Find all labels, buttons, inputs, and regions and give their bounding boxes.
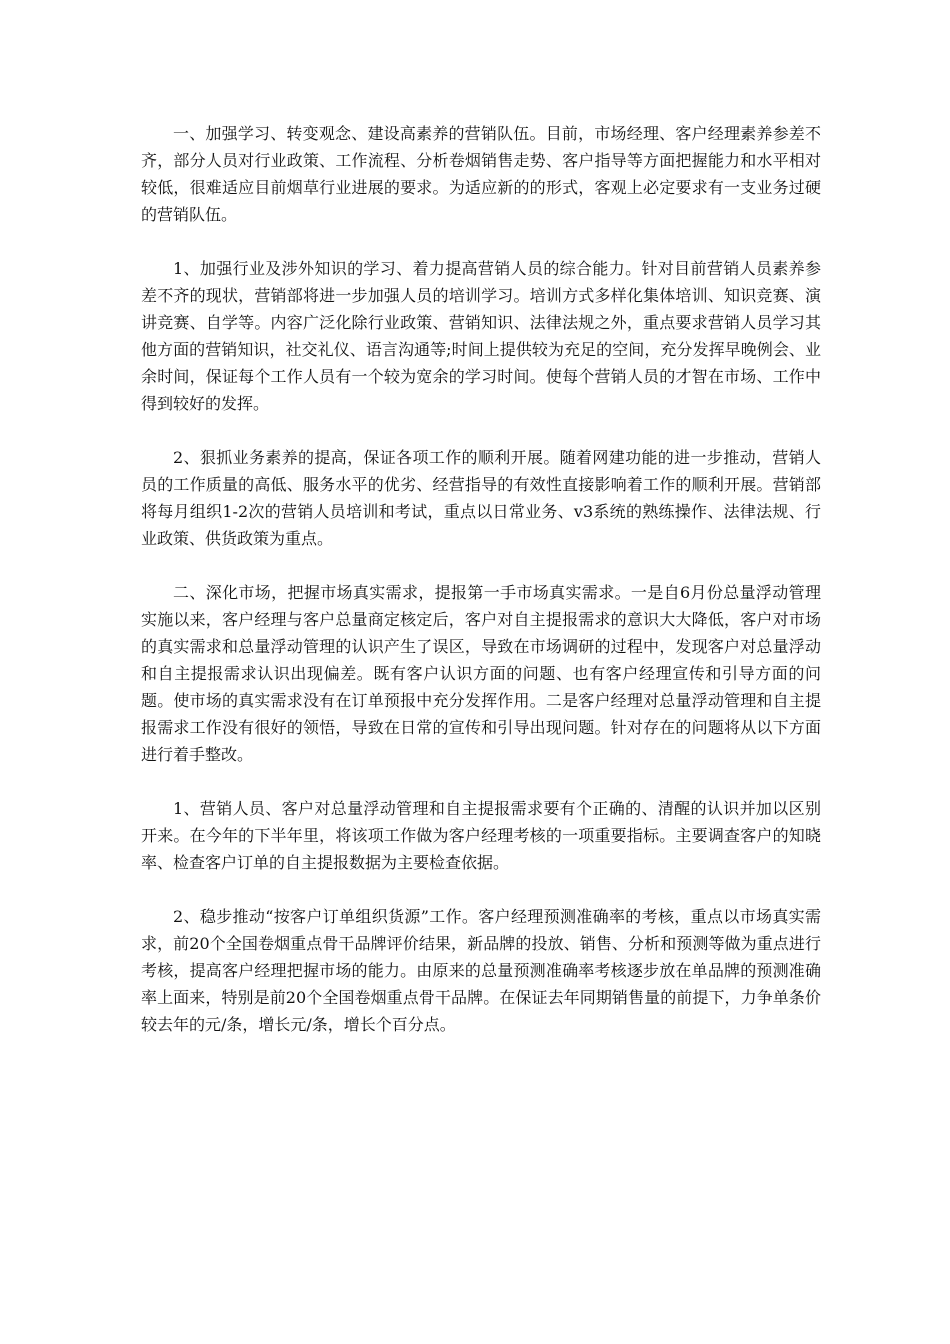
paragraph-order-based-supply: 2、稳步推动“按客户订单组织货源”工作。客户经理预测准确率的考核，重点以市场真实需求，前20个全国卷烟重点骨干品牌评价结果，新品牌的投放、销售、分析和预测等做为重点进行考核，提高客户经理把握市场的能力。由原来的总量预测准确率考核逐步放在单品牌的预测准确率上面来，特别是前20个全国卷烟重点骨干品牌。在保证去年同期销售量的前提下，力争单条价较去年的元/条，增长元/条，增长个百分点。 [141, 907, 821, 1034]
paragraph-team-building: 一、加强学习、转变观念、建设高素养的营销队伍。目前，市场经理、客户经理素养参差不齐，部分人员对行业政策、工作流程、分析卷烟销售走势、客户指导等方面把握能力和水平相对较低，很难适应目前烟草行业进展的要求。为适应新的的形式，客观上必定要求有一支业务过硬的营销队伍。 [141, 124, 821, 224]
paragraph-knowledge-training: 1、加强行业及涉外知识的学习、着力提高营销人员的综合能力。针对目前营销人员素养参差不齐的现状，营销部将进一步加强人员的培训学习。培训方式多样化集体培训、知识竞赛、演讲竞赛、自学等。内容广泛化除行业政策、营销知识、法律法规之外，重点要求营销人员学习其他方面的营销知识，社交礼仪、语言沟通等;时间上提供较为充足的空间，充分发挥早晚例会、业余时间，保证每个工作人员有一个较为宽余的学习时间。使每个营销人员的才智在市场、工作中得到较好的发挥。 [141, 259, 821, 413]
document-body [141, 120, 821, 1065]
paragraph-business-quality: 2、狠抓业务素养的提高，保证各项工作的顺利开展。随着网建功能的进一步推动，营销人员的工作质量的高低、服务水平的优劣、经营指导的有效性直接影响着工作的顺利开展。营销部将每月组织1-2次的营销人员培训和考试，重点以日常业务、v3系统的熟练操作、法律法规、行业政策、供货政策为重点。 [141, 448, 821, 548]
paragraph-market-demand: 二、深化市场，把握市场真实需求，提报第一手市场真实需求。一是自6月份总量浮动管理实施以来，客户经理与客户总量商定核定后，客户对自主提报需求的意识大大降低，客户对市场的真实需求和总量浮动管理的认识产生了误区，导致在市场调研的过程中，发现客户对总量浮动和自主提报需求认识出现偏差。既有客户认识方面的问题、也有客户经理宣传和引导方面的问题。使市场的真实需求没有在订单预报中充分发挥作用。二是客户经理对总量浮动管理和自主提报需求工作没有很好的领悟，导致在日常的宣传和引导出现问题。针对存在的问题将从以下方面进行着手整改。 [141, 583, 821, 764]
paragraph-correct-understanding: 1、营销人员、客户对总量浮动管理和自主提报需求要有个正确的、清醒的认识并加以区别开来。在今年的下半年里，将该项工作做为客户经理考核的一项重要指标。主要调查客户的知晓率、检查客户订单的自主提报数据为主要检查依据。 [141, 799, 821, 872]
